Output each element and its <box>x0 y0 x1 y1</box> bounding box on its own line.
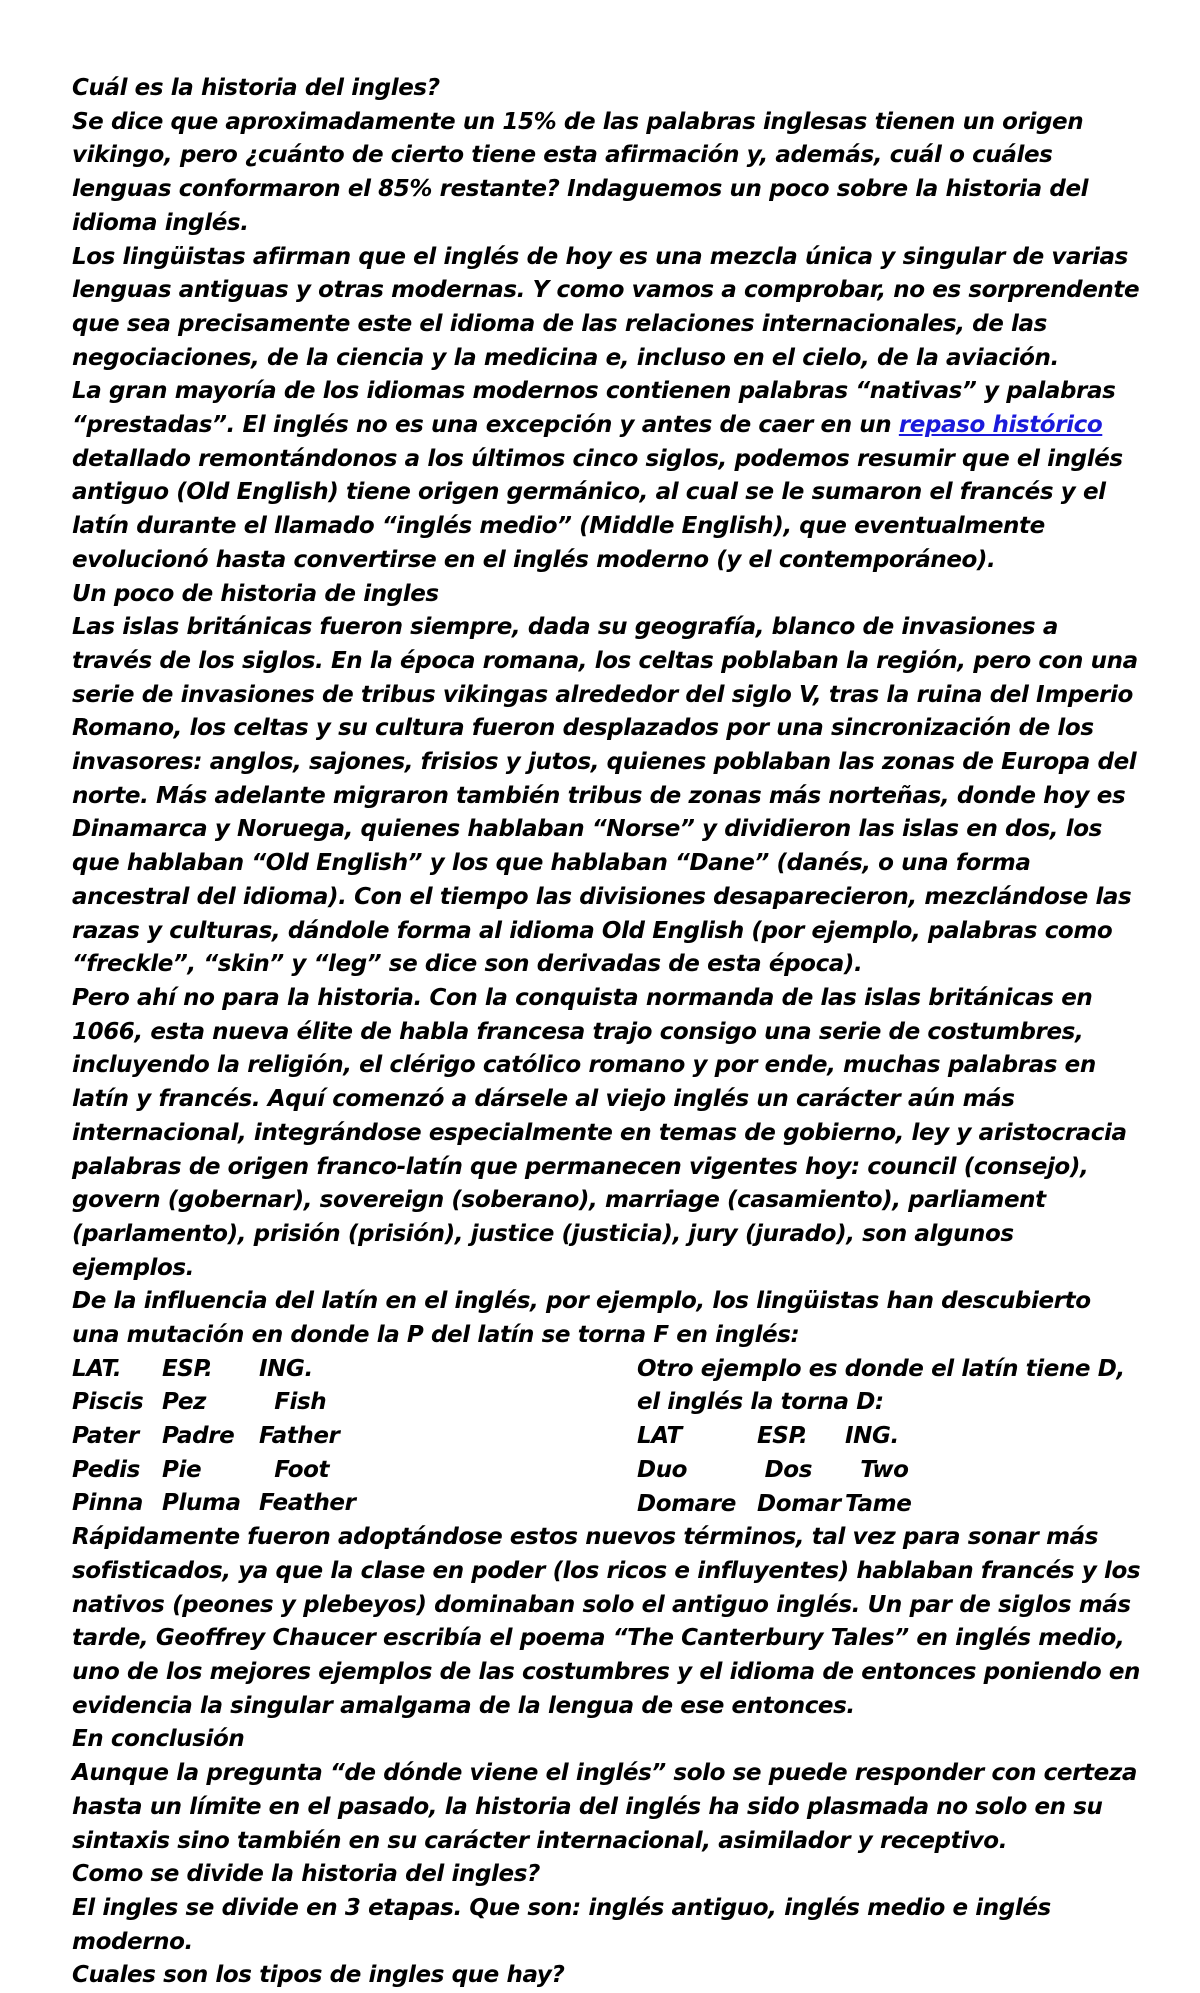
table-header-row <box>637 1420 1142 1454</box>
paragraph-adoption: Rápidamente fueron adoptándose estos nuevos términos, tal vez para sonar más sofisticados, ya que la clase en poder (los ricos e influyentes) hablaban francés y los nativos (peones y plebeyos) dominaban solo el antiguo inglés. Un par de siglos más tarde, Geoffrey Chaucer escribía el poema “The Canterbury Tales” en inglés medio, uno de los mejores ejemplos de las costumbres y el idioma de entonces poniendo en evidencia la singular amalgama de la lengua de ese entonces. <box>72 1524 1141 1719</box>
paragraph-text: La gran mayoría de los idiomas modernos contienen palabras “nativas” y palabras “prestadas”. El inglés no es una excepción y antes de caer en un <box>72 378 1116 439</box>
table-cell: Pedis <box>72 1456 140 1483</box>
table-header-cell: ESP. <box>162 1355 213 1382</box>
table-row <box>72 1420 637 1454</box>
table-cell: Dos <box>757 1456 812 1483</box>
table-cell: Feather <box>259 1490 356 1517</box>
table-cell: Two <box>845 1456 909 1483</box>
table-row <box>637 1454 1142 1488</box>
table-header-cell: ESP. <box>757 1423 808 1450</box>
repaso-historico-link[interactable]: repaso histórico <box>898 412 1103 439</box>
paragraph-intro: Se dice que aproximadamente un 15% de las palabras inglesas tienen un origen vikingo, pero ¿cuánto de cierto tiene esta afirmación y, además, cuál o cuáles lenguas conformaron el 85% restante? Indaguemos un poco sobre la historia del idioma inglés. <box>72 108 1089 236</box>
table-row <box>72 1487 637 1521</box>
heading-history: Un poco de historia de ingles <box>72 580 439 607</box>
table-cell: Fish <box>259 1389 327 1416</box>
left-word-table <box>72 1353 637 1521</box>
right-word-table <box>637 1353 1142 1521</box>
word-tables <box>72 1353 1142 1521</box>
table-header-cell: LAT. <box>72 1355 122 1382</box>
table-cell: Father <box>259 1423 340 1450</box>
table-header-cell: LAT <box>637 1423 682 1450</box>
table-row <box>637 1488 1142 1522</box>
document-body <box>72 72 1142 1993</box>
question-types: Cuales son los tipos de ingles que hay? <box>72 1962 565 1989</box>
table-cell: Domare <box>637 1490 736 1517</box>
paragraph-linguists: Los lingüistas afirman que el inglés de hoy es una mezcla única y singular de varias lenguas antiguas y otras modernas. Y como vamos a comprobar, no es sorprendente que sea precisamente este el idioma de las relaciones internacionales, de las negociaciones, de la ciencia y la medicina e, incluso en el cielo, de la aviación. <box>72 243 1140 371</box>
table-cell: Piscis <box>72 1389 144 1416</box>
table-row <box>72 1386 637 1420</box>
table-header-cell: ING. <box>259 1355 313 1382</box>
paragraph-native-borrowed <box>72 375 1142 577</box>
table-cell: Domar <box>757 1490 841 1517</box>
paragraph-text: detallado remontándonos a los últimos cinco siglos, podemos resumir que el inglés antiguo (Old English) tiene origen germánico, al cual se le sumaron el francés y el latín durante el llamado “inglés medio” (Middle English), que eventualmente evolucionó hasta convertirse en el inglés moderno (y el contemporáneo). <box>72 445 1123 573</box>
table-header-row <box>72 1353 637 1387</box>
table-cell: Duo <box>637 1456 688 1483</box>
table-cell: Tame <box>845 1490 912 1517</box>
table-cell: Pie <box>162 1456 202 1483</box>
paragraph-conclusion: Aunque la pregunta “de dónde viene el inglés” solo se puede responder con certeza hasta un límite en el pasado, la historia del inglés ha sido plasmada no solo en su sintaxis sino también en su carácter internacional, asimilador y receptivo. <box>72 1760 1137 1854</box>
table-cell: Pinna <box>72 1490 144 1517</box>
table-cell: Pluma <box>162 1490 241 1517</box>
table-cell: Padre <box>162 1423 235 1450</box>
question-divisions: Como se divide la historia del ingles? <box>72 1861 540 1888</box>
table-row <box>72 1454 637 1488</box>
table-cell: Pez <box>162 1389 207 1416</box>
paragraph-stages: El ingles se divide en 3 etapas. Que son: inglés antiguo, inglés medio e inglés moderno. <box>72 1894 1051 1955</box>
right-table-intro: Otro ejemplo es donde el latín tiene D, el inglés la torna D: <box>637 1355 1125 1416</box>
heading-conclusion: En conclusión <box>72 1726 245 1753</box>
table-header-cell: ING. <box>845 1423 899 1450</box>
table-cell: Pater <box>72 1423 139 1450</box>
paragraph-norman-conquest: Pero ahí no para la historia. Con la conquista normanda de las islas británicas en 1066, esta nueva élite de habla francesa trajo consigo una serie de costumbres, incluyendo la religión, el clérigo católico romano y por ende, muchas palabras en latín y francés. Aquí comenzó a dársele al viejo inglés un carácter aún más internacional, integrándose especialmente en temas de gobierno, ley y aristocracia palabras de origen franco-latín que permanecen vigentes hoy: council (consejo), govern (gobernar), sovereign (soberano), marriage (casamiento), parliament (parlamento), prisión (prisión), justice (justicia), jury (jurado), son algunos ejemplos. <box>72 984 1127 1281</box>
paragraph-latin-mutation: De la influencia del latín en el inglés, por ejemplo, los lingüistas han descubierto una mutación en donde la P del latín se torna F en inglés: <box>72 1288 1091 1349</box>
title-question: Cuál es la historia del ingles? <box>72 75 440 101</box>
table-cell: Foot <box>259 1456 330 1483</box>
paragraph-invasions: Las islas británicas fueron siempre, dada su geografía, blanco de invasiones a través de los siglos. En la época romana, los celtas poblaban la región, pero con una serie de invasiones de tribus vikingas alrededor del siglo V, tras la ruina del Imperio Romano, los celtas y su cultura fueron desplazados por una sincronización de los invasores: anglos, sajones, frisios y jutos, quienes poblaban las zonas de Europa del norte. Más adelante migraron también tribus de zonas más norteñas, donde hoy es Dinamarca y Noruega, quienes hablaban “Norse” y dividieron las islas en dos, los que hablaban “Old English” y los que hablaban “Dane” (danés, o una forma ancestral del idioma). Con el tiempo las divisiones desaparecieron, mezclándose las razas y culturas, dándole forma al idioma Old English (por ejemplo, palabras como “freckle”, “skin” y “leg” se dice son derivadas de esta época). <box>72 614 1138 978</box>
